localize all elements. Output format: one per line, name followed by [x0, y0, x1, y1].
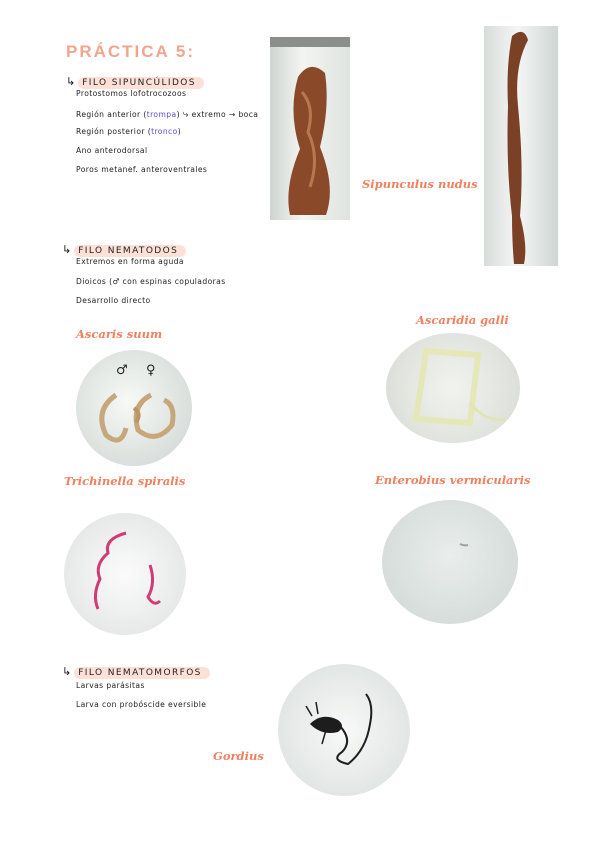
specimen-image-2: [484, 26, 558, 266]
sipunculus-jar-photo: [270, 37, 350, 220]
male-symbol: ♂: [116, 363, 128, 378]
note-line: Larvas parásitas: [76, 681, 145, 690]
note-line: Ano anterodorsal: [76, 146, 148, 155]
arrow-icon: ↳: [62, 665, 72, 678]
note-line: Extremos en forma aguda: [76, 257, 184, 266]
specimen-image-6: [382, 500, 518, 624]
ascaris-dish-photo: [76, 350, 192, 466]
caption-sipunculus: Sipunculus nudus: [362, 177, 478, 191]
sipunculus-long-photo: [484, 26, 558, 266]
section-heading-label: FILO NEMATOMORFOS: [74, 667, 210, 679]
note-line: Desarrollo directo: [76, 296, 151, 305]
specimen-image-5: [64, 513, 186, 635]
arrow-icon: ↳: [62, 243, 72, 256]
caption-trichinella: Trichinella spiralis: [64, 474, 186, 488]
note-line: Región anterior (trompa) ⤷ extremo → boca: [76, 109, 259, 120]
section-heading-nematodos: [62, 238, 186, 257]
section-heading-nematomorfos: [62, 660, 210, 679]
gordius-dish-photo: [278, 664, 410, 796]
page-title: PRÁCTICA 5:: [66, 42, 196, 61]
highlight-word: tronco: [151, 127, 178, 136]
section-heading-sipunculidos: [66, 70, 204, 89]
specimen-image-7: [278, 664, 410, 796]
specimen-image-3: [76, 350, 192, 466]
caption-gordius: Gordius: [213, 749, 264, 763]
enterobius-dish-photo: [382, 500, 518, 624]
trichinella-dish-photo: [64, 513, 186, 635]
caption-enterobius: Enterobius vermicularis: [375, 473, 531, 487]
caption-ascaris: Ascaris suum: [76, 327, 163, 341]
note-line: Protostomos lofotrocozoos: [76, 89, 187, 98]
note-line: Larva con probóscide eversible: [76, 700, 207, 709]
highlight-word: trompa: [146, 110, 177, 119]
female-symbol: ♀: [146, 363, 156, 378]
arrow-icon: ↳: [66, 75, 76, 88]
specimen-image-4: [386, 333, 520, 443]
section-heading-label: FILO NEMATODOS: [74, 245, 186, 257]
note-line: Región posterior (tronco): [76, 127, 182, 136]
curved-arrow-icon: ⤷: [182, 109, 189, 120]
caption-ascaridia: Ascaridia galli: [416, 313, 509, 327]
note-line: Dioicos (♂ con espinas copuladoras: [76, 277, 226, 286]
specimen-image: [270, 37, 350, 220]
section-heading-label: FILO SIPUNCÚLIDOS: [78, 77, 204, 89]
ascaridia-dish-photo: [386, 333, 520, 443]
note-line: Poros metanef. anteroventrales: [76, 165, 208, 174]
